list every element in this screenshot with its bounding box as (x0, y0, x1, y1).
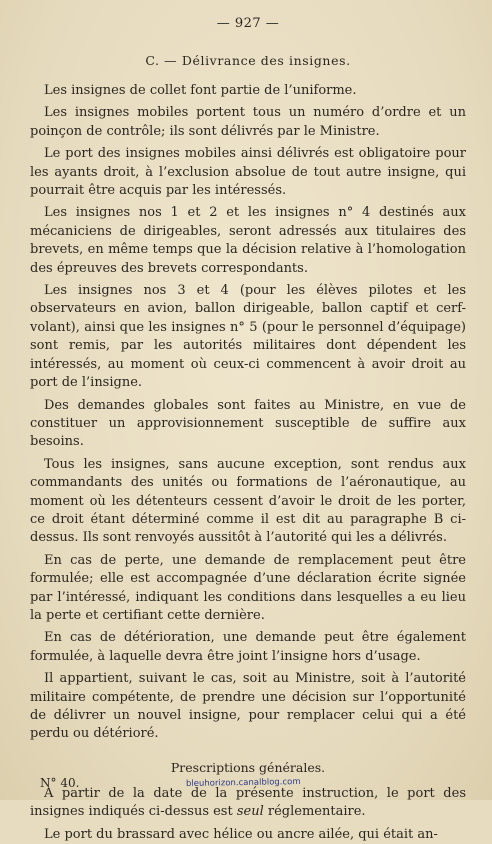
paragraph: Il appartient, suivant le cas, soit au Ministre, soit à l’autorité militaire compétente, de prendre une décision sur l’opportunité de délivrer un nouvel insigne, pour remplacer celui qui a été perdu ou détérioré. (30, 671, 466, 742)
subheading: Prescriptions générales. (170, 759, 326, 775)
paragraph: Tous les insignes, sans aucune exception, sont rendus aux commandants des unités ou formations de l’aéronautique, au moment où les détenteurs cessent d’avoir le droit de les porter, ce droit étant déterminé comme il est dit au paragraphe B ci-dessus. Ils sont renvoyés aussitôt à l’autorité qui les a délivrés. (30, 456, 466, 546)
paragraph-text: réglementaire. (263, 804, 366, 820)
paragraph: En cas de perte, une demande de remplacement peut être formulée; elle est accompagnée d’une déclaration écrite signée par l’intéressé, indiquant les conditions dans lesquelles a eu lieu la perte et certifiant cette dernière. (30, 552, 466, 623)
watermark: bleuhorizon.canalblog.com (185, 777, 301, 789)
page-number: — 927 — (216, 16, 280, 31)
paragraph: Les insignes mobiles portent tous un numéro d’ordre et un poinçon de contrôle; ils sont délivrés par le Ministre. (30, 105, 466, 139)
paragraph (30, 785, 466, 822)
paragraph: Les insignes nos 1 et 2 et les insignes n° 4 destinés aux mécaniciens de dirigeables, seront adressés aux titulaires des brevets, en même temps que la décision relative à l’homologation des épreuves des brevets correspondants. (30, 205, 466, 276)
italic-word: seul (236, 804, 264, 820)
footer-signature: N° 40. (40, 776, 80, 790)
paragraph: Les insignes de collet font partie de l’uniforme. (44, 83, 357, 98)
paragraph: Le port du brassard avec hélice ou ancre ailée, qui était an- (44, 826, 438, 842)
paragraph: Les insignes nos 3 et 4 (pour les élèves pilotes et les observateurs en avion, ballon dirigeable, ballon captif et cerf-volant), ainsi que les insignes n° 5 (pour le personnel d’équipage) sont remis, par les autorités militaires dont dépendent les intéressés, au moment où ceux-ci commencent à avoir droit au port de l’insigne. (30, 283, 466, 391)
paragraph: Des demandes globales sont faites au Ministre, en vue de constituer un approvisionnement susceptible de suffire aux besoins. (30, 397, 466, 450)
paragraph: Le port des insignes mobiles ainsi délivrés est obligatoire pour les ayants droit, à l’exclusion absolue de tout autre insigne, qui pourrait être acquis par les intéressés. (30, 146, 466, 199)
body-text (30, 82, 466, 744)
paragraph-text: A partir de la date de la présente instruction, le port des insignes indiqués ci-dessus est (30, 785, 466, 820)
paragraph: En cas de détérioration, une demande peut être également formulée, à laquelle devra être joint l’insigne hors d’usage. (30, 630, 466, 664)
section-title: C. — Délivrance des insignes. (145, 53, 351, 68)
